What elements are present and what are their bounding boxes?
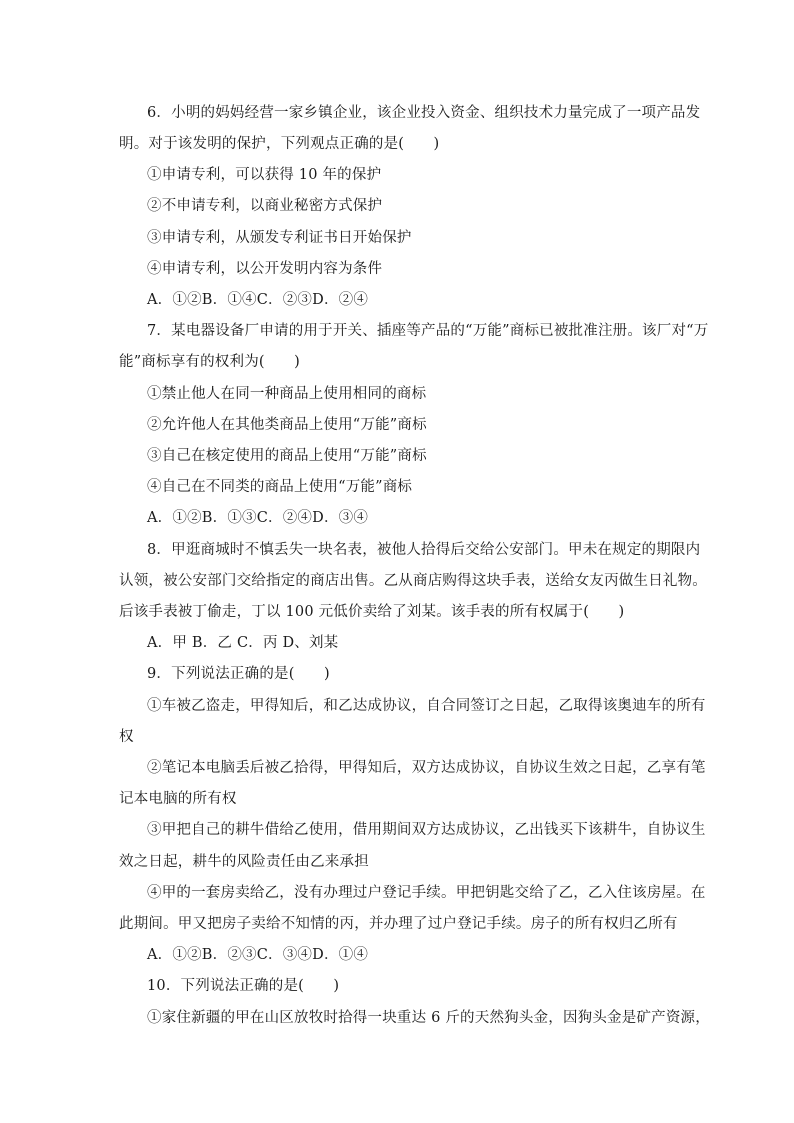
question-7-option-2: ②允许他人在其他类商品上使用“万能”商标	[147, 417, 427, 433]
question-9-option-2-line-1: ②笔记本电脑丢后被乙拾得，甲得知后，双方达成协议，自协议生效之日起，乙享有笔	[147, 760, 706, 776]
question-6-option-3: ③申请专利，从颁发专利证书日开始保护	[147, 230, 412, 246]
question-8-stem-line-2: 认领，被公安部门交给指定的商店出售。乙从商店购得这块手表，送给女友丙做生日礼物。	[119, 573, 707, 589]
question-9-choices: A．①②B．②③C．③④D．①④	[147, 947, 369, 963]
question-10-stem: 10．下列说法正确的是( )	[147, 978, 340, 994]
question-7-option-4: ④自己在不同类的商品上使用“万能”商标	[147, 479, 413, 495]
question-6-option-2: ②不申请专利，以商业秘密方式保护	[147, 198, 383, 214]
question-10-option-1-line-1: ①家住新疆的甲在山区放牧时拾得一块重达 6 斤的天然狗头金，因狗头金是矿产资源，	[147, 1010, 710, 1026]
question-6-option-1: ①申请专利，可以获得 10 年的保护	[147, 167, 382, 183]
question-9-option-3-line-1: ③甲把自己的耕牛借给乙使用，借用期间双方达成协议，乙出钱买下该耕牛，自协议生	[147, 822, 706, 838]
question-9-option-4-line-2: 此期间。甲又把房子卖给不知情的丙，并办理了过户登记手续。房子的所有权归乙所有	[119, 916, 678, 932]
question-6-option-4: ④申请专利，以公开发明内容为条件	[147, 261, 383, 277]
question-7-stem-line-1: 7．某电器设备厂申请的用于开关、插座等产品的“万能”商标已被批准注册。该厂对“万	[147, 323, 709, 339]
question-8-stem-line-3: 后该手表被丁偷走，丁以 100 元低价卖给了刘某。该手表的所有权属于( )	[119, 604, 625, 620]
question-8-choices: A．甲 B．乙 C．丙 D、刘某	[147, 635, 339, 651]
question-7-option-3: ③自己在核定使用的商品上使用“万能”商标	[147, 448, 427, 464]
question-9-option-2-line-2: 记本电脑的所有权	[119, 791, 237, 807]
question-8-stem-line-1: 8．甲逛商城时不慎丢失一块名表，被他人拾得后交给公安部门。甲未在规定的期限内	[147, 542, 701, 558]
question-7-stem-line-2: 能”商标享有的权利为( )	[119, 354, 301, 370]
question-7-option-1: ①禁止他人在同一种商品上使用相同的商标	[147, 386, 427, 402]
question-9-option-1-line-2: 权	[119, 729, 134, 745]
question-7-choices: A．①②B．①③C．②④D．③④	[147, 510, 369, 526]
question-9-option-1-line-1: ①车被乙盗走，甲得知后，和乙达成协议，自合同签订之日起，乙取得该奥迪车的所有	[147, 698, 706, 714]
question-9-option-3-line-2: 效之日起，耕牛的风险责任由乙来承担	[119, 854, 369, 870]
question-6-stem-line-2: 明。对于该发明的保护，下列观点正确的是( )	[119, 136, 440, 152]
question-6-choices: A．①②B．①④C．②③D．②④	[147, 292, 369, 308]
question-9-option-4-line-1: ④甲的一套房卖给乙，没有办理过户登记手续。甲把钥匙交给了乙，乙入住该房屋。在	[147, 885, 706, 901]
question-6-stem-line-1: 6．小明的妈妈经营一家乡镇企业，该企业投入资金、组织技术力量完成了一项产品发	[147, 105, 701, 121]
question-9-stem: 9．下列说法正确的是( )	[147, 666, 330, 682]
